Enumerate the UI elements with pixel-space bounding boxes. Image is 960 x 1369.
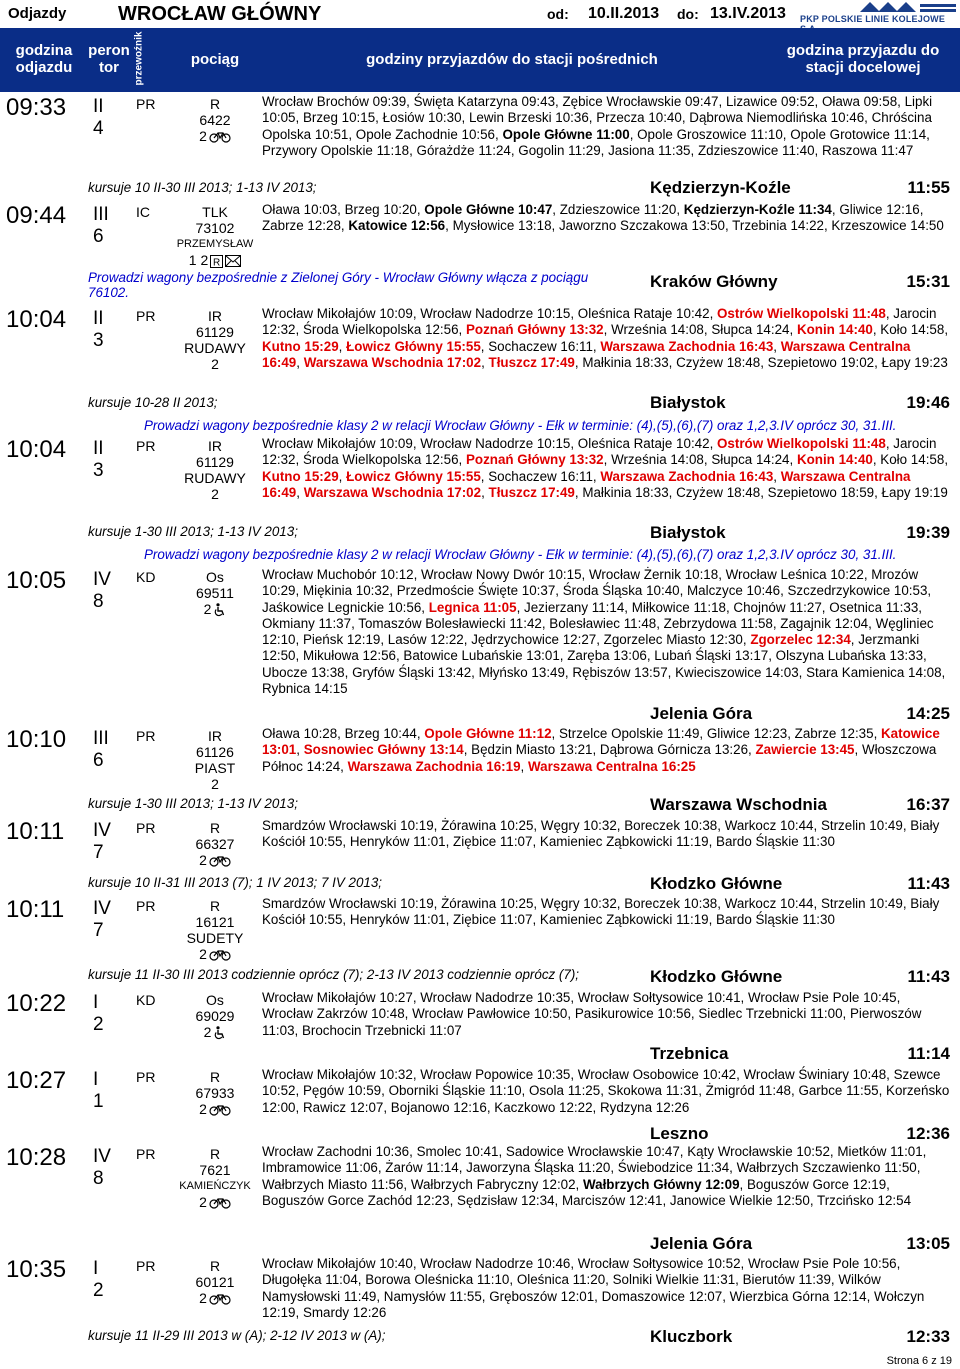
- carrier: PR: [136, 728, 156, 744]
- train-info: [170, 204, 260, 268]
- col-platform: peron tor: [88, 42, 130, 76]
- track: 3: [93, 460, 104, 481]
- track: 6: [93, 750, 104, 771]
- platform: II: [93, 438, 104, 459]
- train-name: KAMIEŃCZYK: [179, 1180, 251, 1192]
- platform: III: [93, 728, 109, 749]
- destination-station: Kłodzko Główne: [650, 967, 783, 986]
- arrival-time: 11:43: [907, 874, 950, 893]
- departure-time: 10:22: [6, 990, 67, 1017]
- train-category: R: [209, 1069, 221, 1085]
- arrival-time: 11:14: [907, 1044, 950, 1063]
- arrival-time: 14:25: [906, 704, 950, 723]
- pkp-logo-text: PKP POLSKIE LINIE KOLEJOWE: [800, 14, 946, 24]
- platform-track: [93, 1069, 104, 1113]
- train-info: [170, 898, 260, 962]
- track: 2: [93, 1014, 104, 1035]
- track: 8: [93, 1168, 104, 1189]
- carrier: PR: [136, 1258, 156, 1274]
- operating-days: kursuje 10 II-30 III 2013; 1-13 IV 2013;: [88, 180, 317, 195]
- arrival-time: 19:39: [906, 523, 950, 542]
- train-info: [170, 569, 260, 617]
- to-date: 13.IV.2013: [710, 5, 786, 22]
- col-stops: godziny przyjazdów do stacji pośrednich: [366, 51, 658, 68]
- column-header: [0, 28, 960, 92]
- arrival-time: 13:05: [906, 1234, 950, 1253]
- platform: I: [93, 1258, 99, 1279]
- destination-station: Kraków Główny: [650, 272, 778, 291]
- train-number: 60121: [195, 1274, 235, 1290]
- departure-time: 10:28: [6, 1144, 67, 1171]
- train-number: 66327: [195, 836, 235, 852]
- track: 3: [93, 330, 104, 351]
- train-category: IR: [208, 438, 222, 454]
- train-category: Os: [206, 992, 224, 1008]
- intermediate-stops: Oława 10:03, Brzeg 10:20, Opole Główne 10:47, Zdzieszowice 11:20, Kędzierzyn-Koźle 11:34, Gliwice 12:16, Zabrze 12:28, Katowice 12:56, Mysłowice 13:18, Jaworzno Szczakowa 13:50, Trzebinia 14:22, Krzeszowice 14:50: [262, 202, 944, 234]
- operating-days: kursuje 11 II-29 III 2013 w (A); 2-12 IV 2013 w (A);: [88, 1328, 386, 1343]
- train-classes: 2: [170, 601, 260, 617]
- destination-station: Warszawa Wschodnia: [650, 795, 827, 814]
- departure-time: 10:04: [6, 436, 67, 463]
- train-classes: 2: [170, 128, 260, 144]
- top-bar: [0, 0, 960, 28]
- arrival-time: 12:36: [906, 1124, 950, 1143]
- svg-text:R: R: [213, 257, 221, 268]
- arrival-time: 12:33: [906, 1327, 950, 1346]
- destination-station: Jelenia Góra: [650, 1234, 753, 1253]
- train-info: [170, 1258, 260, 1306]
- train-number: 61129: [196, 454, 234, 470]
- train-remark: Prowadzi wagony bezpośrednie klasy 2 w relacji Wrocław Główny - Ełk w terminie: (4),(5),(6),(7) oraz 1,2,3.IV oprócz 30, 31.III.: [144, 418, 897, 433]
- carrier: PR: [136, 96, 156, 112]
- carrier: KD: [136, 569, 156, 585]
- intermediate-stops: Wrocław Zachodni 10:36, Smolec 10:41, Sadowice Wrocławskie 10:47, Kąty Wrocławskie 10:52, Mietków 11:01, Imbramowice 11:06, Żarów 11:14, Jaworzyna Śląska 11:20, Świebodzice 11:34, Wałbrzych Szczawienko 11:50, Wałbrzych Miasto 11:56, Wałbrzych Fabryczny 12:02, Wałbrzych Główny 12:09, Boguszów Gorce 12:19, Boguszów Gorce Zachód 12:23, Sędzisław 12:34, Marciszów 12:41, Janowice Wielkie 12:50, Trzcińsko 12:54: [262, 1144, 927, 1208]
- intermediate-stops: Wrocław Muchobór 10:12, Wrocław Nowy Dwór 10:15, Wrocław Żernik 10:18, Wrocław Leśnica 10:22, Mrozów 10:29, Miękinia 10:32, Przedmoście Święte 10:37, Środa Śląska 10:40, Malczyce 10:46, Szczedrzykowice 10:53, Jaśkowice Legnickie 10:56, Legnica 11:05, Jezierzany 11:14, Miłkowice 11:18, Chojnów 11:27, Osetnica 11:33, Okmiany 11:37, Tomaszów Bolesławiecki 11:42, Bolesławiec 11:48, Zebrzydowa 11:58, Zagajnik 12:04, Węgliniec 12:10, Pieńsk 12:19, Lasów 12:22, Jędrzychowice 12:27, Zgorzelec Miasto 12:30, Zgorzelec 12:34, Jerzmanki 12:50, Mikułowa 12:56, Batowice Lubańskie 13:01, Zaręba 13:06, Lubań Śląski 13:17, Olszyna Lubańska 13:33, Ubocze 13:38, Gryfów Śląski 13:42, Młyńsko 13:49, Rębiszów 13:57, Kwieciszowice 14:03, Stara Kamienica 14:08, Rybnica 14:15: [262, 567, 946, 697]
- intermediate-stops: Wrocław Brochów 09:39, Święta Katarzyna 09:43, Zębice Wrocławskie 09:47, Lizawice 09:52, Oława 09:58, Lipki 10:05, Brzeg 10:15, Łosiów 10:30, Lewin Brzeski 10:36, Przecza 10:40, Dąbrowa Niemodlińska 10:46, Chróścina Opolska 10:51, Opole Zachodnie 10:56, Opole Główne 11:00, Opole Groszowice 11:10, Opole Grotowice 11:14, Przywory Opolskie 11:18, Górażdże 11:24, Gogolin 11:29, Jasiona 11:35, Zdzieszowice 11:40, Raszowa 11:47: [262, 94, 933, 158]
- train-number: 73102: [195, 220, 235, 236]
- track: 2: [93, 1280, 104, 1301]
- arrival-time: 19:46: [906, 393, 950, 412]
- col-train: pociąg: [190, 51, 240, 68]
- platform-track: [93, 992, 104, 1036]
- train-remark: Prowadzi wagony bezpośrednie klasy 2 w relacji Wrocław Główny - Ełk w terminie: (4),(5),(6),(7) oraz 1,2,3.IV oprócz 30, 31.III.: [144, 547, 897, 562]
- train-name: PRZEMYSŁAW: [176, 238, 254, 250]
- platform: I: [93, 1069, 99, 1090]
- platform-track: [93, 569, 111, 613]
- train-category: IR: [208, 728, 222, 744]
- track: 7: [93, 920, 104, 941]
- carrier: PR: [136, 1146, 156, 1162]
- destination-station: Trzebnica: [650, 1044, 729, 1063]
- carrier: PR: [136, 898, 156, 914]
- platform-track: [93, 728, 109, 772]
- platform: III: [93, 204, 109, 225]
- operating-days: kursuje 1-30 III 2013; 1-13 IV 2013;: [88, 524, 298, 539]
- operating-days: kursuje 10 II-31 III 2013 (7); 1 IV 2013; 7 IV 2013;: [88, 875, 383, 890]
- col-arrival: godzina przyjazdu do stacji docelowej: [786, 42, 940, 76]
- train-category: Os: [206, 569, 224, 585]
- track: 8: [93, 591, 104, 612]
- platform: IV: [93, 898, 111, 919]
- train-category: R: [209, 1258, 221, 1274]
- from-label: od:: [547, 6, 569, 22]
- platform-track: [93, 204, 109, 248]
- destination-station: Jelenia Góra: [650, 704, 753, 723]
- page-number: Strona 6 z 19: [886, 1355, 952, 1367]
- platform: IV: [93, 1146, 111, 1167]
- train-info: [170, 992, 260, 1040]
- operating-days: kursuje 11 II-30 III 2013 codziennie oprócz (7); 2-13 IV 2013 codziennie oprócz (7);: [88, 967, 580, 982]
- destination-station: Kędzierzyn-Koźle: [650, 178, 791, 197]
- train-name: PIAST: [194, 760, 236, 776]
- train-classes: 2: [170, 852, 260, 868]
- train-category: R: [209, 1146, 221, 1162]
- train-classes: 2: [170, 946, 260, 962]
- carrier: PR: [136, 308, 156, 324]
- carrier: PR: [136, 1069, 156, 1085]
- intermediate-stops: Smardzów Wrocławski 10:19, Żórawina 10:25, Węgry 10:32, Boreczek 10:38, Warkocz 10:44, Strzelin 10:49, Biały Kościół 10:55, Henryków 11:01, Ziębice 11:07, Kamieniec Ząbkowicki 11:19, Bardo Śląskie 11:30: [262, 896, 940, 928]
- train-category: IR: [208, 308, 222, 324]
- col-carrier: przewoźnik: [133, 31, 145, 86]
- from-date: 10.II.2013: [588, 5, 660, 22]
- train-info: [170, 308, 260, 372]
- destination-station: Kłodzko Główne: [650, 874, 783, 893]
- destination-station: Kluczbork: [650, 1327, 733, 1346]
- bicycle-icon: [207, 1101, 231, 1117]
- train-classes: 2: [211, 486, 219, 502]
- train-info: [170, 820, 260, 868]
- train-category: R: [209, 898, 221, 914]
- to-label: do:: [677, 6, 699, 22]
- platform-track: [93, 820, 111, 864]
- carrier: PR: [136, 438, 156, 454]
- departure-time: 10:35: [6, 1256, 67, 1283]
- bicycle-icon: [207, 1290, 231, 1306]
- arrival-time: 15:31: [906, 272, 950, 291]
- train-info: [170, 96, 260, 144]
- carrier: IC: [136, 204, 150, 220]
- intermediate-stops: Wrocław Mikołajów 10:32, Wrocław Popowice 10:35, Wrocław Osobowice 10:42, Wrocław Świniary 10:48, Szewce 10:52, Pęgów 10:59, Oborniki Śląskie 11:10, Osola 11:25, Skokowa 11:31, Żmigród 11:48, Garbce 11:55, Korzeńsko 12:00, Rawicz 12:07, Bojanowo 12:16, Kaczkowo 12:22, Rydzyna 12:26: [262, 1067, 950, 1115]
- train-number: 61126: [196, 744, 234, 760]
- train-number: 16121: [195, 914, 235, 930]
- train-info: [170, 1069, 260, 1117]
- operating-days: kursuje 10-28 II 2013;: [88, 395, 218, 410]
- arrival-time: 11:55: [907, 178, 950, 197]
- departure-time: 10:10: [6, 726, 67, 753]
- train-number: 7621: [199, 1162, 231, 1178]
- departure-time: 10:05: [6, 567, 67, 594]
- departure-time: 10:27: [6, 1067, 67, 1094]
- platform-track: [93, 96, 104, 140]
- platform: IV: [93, 820, 111, 841]
- train-category: R: [209, 820, 221, 836]
- destination-station: Białystok: [650, 393, 726, 412]
- intermediate-stops: Wrocław Mikołajów 10:40, Wrocław Nadodrze 10:46, Wrocław Sołtysowice 10:52, Wrocław Psie Pole 10:56, Długołęka 11:04, Borowa Oleśnicka 11:10, Oleśnica 11:20, Solniki Wielkie 11:31, Bierutów 11:39, Wilków Namysłowski 11:49, Namysłów 11:55, Gręboszów 12:01, Domaszowice 12:07, Wierzbica Górna 12:14, Wołczyn 12:19, Smardy 12:26: [262, 1256, 925, 1320]
- train-category: R: [209, 96, 221, 112]
- bicycle-icon: [207, 1194, 231, 1210]
- train-classes: 2: [170, 1101, 260, 1117]
- intermediate-stops: Wrocław Mikołajów 10:09, Wrocław Nadodrze 10:15, Oleśnica Rataje 10:42, Ostrów Wielkopolski 11:48, Jarocin 12:32, Środa Wielkopolska 12:56, Poznań Główny 13:32, Września 14:08, Słupca 14:24, Konin 14:40, Koło 14:58, Kutno 15:29, Łowicz Główny 15:55, Sochaczew 16:11, Warszawa Zachodnia 16:43, Warszawa Centralna 16:49, Warszawa Wschodnia 17:02, Tłuszcz 17:49, Małkinia 18:33, Czyżew 18:48, Szepietowo 19:02, Łapy 19:23: [262, 306, 949, 370]
- wheelchair-icon: [211, 601, 226, 617]
- track: 6: [93, 226, 104, 247]
- train-number: 67933: [195, 1085, 235, 1101]
- destination-station: Białystok: [650, 523, 726, 542]
- departure-time: 10:11: [6, 896, 65, 923]
- platform-track: [93, 1146, 111, 1190]
- train-number: 6422: [199, 112, 231, 128]
- train-name: RUDAWY: [184, 470, 246, 486]
- train-remark: Prowadzi wagony bezpośrednie z Zielonej Góry - Wrocław Główny włącza z pociągu 76102.: [88, 270, 589, 300]
- platform: I: [93, 992, 99, 1013]
- platform: IV: [93, 569, 111, 590]
- arrival-time: 16:37: [906, 795, 950, 814]
- train-classes: 2: [170, 1024, 260, 1040]
- train-info: [170, 1146, 260, 1210]
- intermediate-stops: Wrocław Mikołajów 10:27, Wrocław Nadodrze 10:35, Wrocław Sołtysowice 10:41, Wrocław Psie Pole 10:45, Wrocław Zakrzów 10:48, Wrocław Pawłowice 10:50, Pasikurowice 10:56, Siedlec Trzebnicki 11:00, Pierwoszów 11:03, Brochocin Trzebnicki 11:07: [262, 990, 922, 1038]
- bicycle-icon: [207, 852, 231, 868]
- departure-time: 09:33: [6, 94, 67, 121]
- departures-label: Odjazdy: [8, 5, 67, 22]
- intermediate-stops: Oława 10:28, Brzeg 10:44, Opole Główne 11:12, Strzelce Opolskie 11:49, Gliwice 12:23, Zabrze 12:35, Katowice 13:01, Sosnowiec Główny 13:14, Będzin Miasto 13:21, Dąbrowa Górnicza 13:26, Zawiercie 13:45, Włoszczowa Północ 14:24, Warszawa Zachodnia 16:19, Warszawa Centralna 16:25: [262, 726, 940, 774]
- intermediate-stops: Wrocław Mikołajów 10:09, Wrocław Nadodrze 10:15, Oleśnica Rataje 10:42, Ostrów Wielkopolski 11:48, Jarocin 12:32, Środa Wielkopolska 12:56, Poznań Główny 13:32, Września 14:08, Słupca 14:24, Konin 14:40, Koło 14:58, Kutno 15:29, Łowicz Główny 15:55, Sochaczew 16:11, Warszawa Zachodnia 16:43, Warszawa Centralna 16:49, Warszawa Wschodnia 17:02, Tłuszcz 17:49, Małkinia 18:33, Czyżew 18:48, Szepietowo 18:59, Łapy 19:19: [262, 436, 949, 500]
- platform: II: [93, 308, 104, 329]
- train-info: [170, 728, 260, 792]
- track: 7: [93, 842, 104, 863]
- carrier: KD: [136, 992, 156, 1008]
- departure-time: 09:44: [6, 202, 67, 229]
- train-number: 69511: [196, 585, 234, 601]
- intermediate-stops: Smardzów Wrocławski 10:19, Żórawina 10:25, Węgry 10:32, Boreczek 10:38, Warkocz 10:44, Strzelin 10:49, Biały Kościół 10:55, Henryków 11:01, Ziębice 11:07, Kamieniec Ząbkowicki 11:19, Bardo Śląskie 11:30: [262, 818, 940, 850]
- col-departure: godzina odjazdu: [15, 42, 73, 76]
- platform-track: [93, 898, 111, 942]
- platform: II: [93, 96, 104, 117]
- train-classes: 2: [211, 776, 219, 792]
- track: 1: [93, 1091, 104, 1112]
- pkp-logo: [800, 0, 960, 28]
- train-info: [170, 438, 260, 502]
- train-name: SUDETY: [186, 930, 244, 946]
- departure-time: 10:04: [6, 306, 67, 333]
- train-number: 61129: [196, 324, 234, 340]
- platform-track: [93, 308, 104, 352]
- pkp-logo-icon: [800, 0, 960, 14]
- platform-track: [93, 438, 104, 482]
- wheelchair-icon: [211, 1024, 226, 1040]
- bicycle-icon: [207, 128, 231, 144]
- platform-track: [93, 1258, 104, 1302]
- train-number: 69029: [195, 1008, 235, 1024]
- train-classes: 2: [170, 1194, 260, 1210]
- train-classes: 2: [170, 1290, 260, 1306]
- operating-days: kursuje 1-30 III 2013; 1-13 IV 2013;: [88, 796, 298, 811]
- station-name: WROCŁAW GŁÓWNY: [118, 3, 322, 25]
- departure-time: 10:11: [6, 818, 65, 845]
- train-classes: 1 2 R: [170, 252, 260, 268]
- bicycle-icon: [207, 946, 231, 962]
- envelope-icon: [223, 252, 241, 268]
- reservation-icon: [208, 252, 223, 268]
- arrival-time: 11:43: [907, 967, 950, 986]
- track: 4: [93, 118, 104, 139]
- train-category: TLK: [202, 204, 228, 220]
- destination-station: Leszno: [650, 1124, 709, 1143]
- train-name: RUDAWY: [184, 340, 246, 356]
- train-classes: 2: [211, 356, 219, 372]
- carrier: PR: [136, 820, 156, 836]
